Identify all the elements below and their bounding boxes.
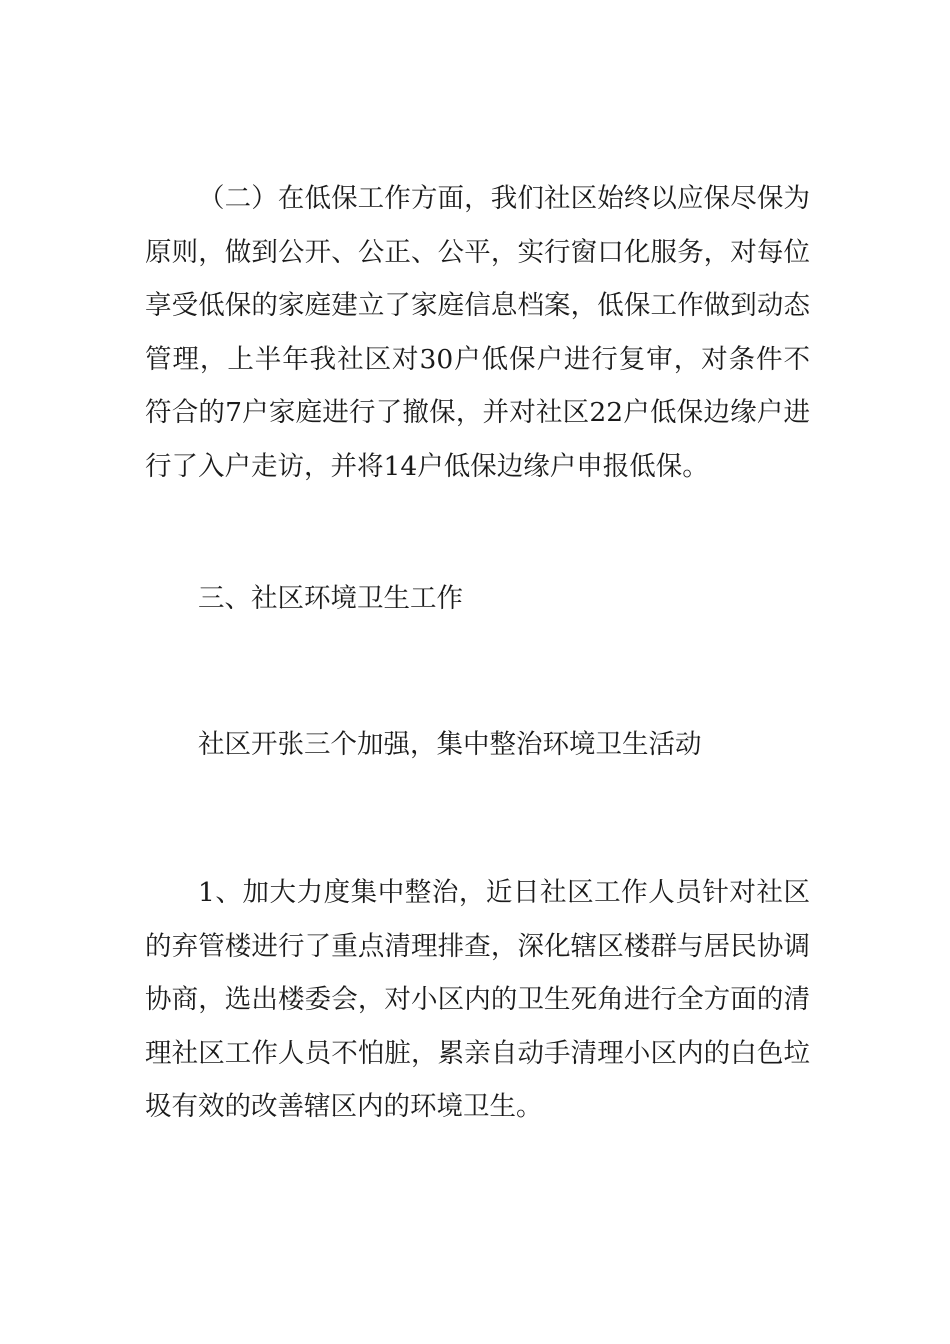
paragraph-low-income-security: （二）在低保工作方面，我们社区始终以应保尽保为原则，做到公开、公正、公平，实行窗口化服务，对每位享受低保的家庭建立了家庭信息档案，低保工作做到动态管理，上半年我社区对30户低保户进行复审，对条件不符合的7户家庭进行了撤保，并对社区22户低保边缘户进行了入户走访，并将14户低保边缘户申报低保。 [145, 183, 810, 482]
subheading-campaign: 社区开张三个加强，集中整治环境卫生活动 [198, 729, 702, 760]
section-heading-environment: 三、社区环境卫生工作 [198, 583, 463, 614]
paragraph-cleanup: 1、加大力度集中整治，近日社区工作人员针对社区的弃管楼进行了重点清理排查，深化辖区楼群与居民协调协商，选出楼委会，对小区内的卫生死角进行全方面的清理社区工作人员不怕脏，累亲自动手清理小区内的白色垃圾有效的改善辖区内的环境卫生。 [145, 877, 810, 1122]
